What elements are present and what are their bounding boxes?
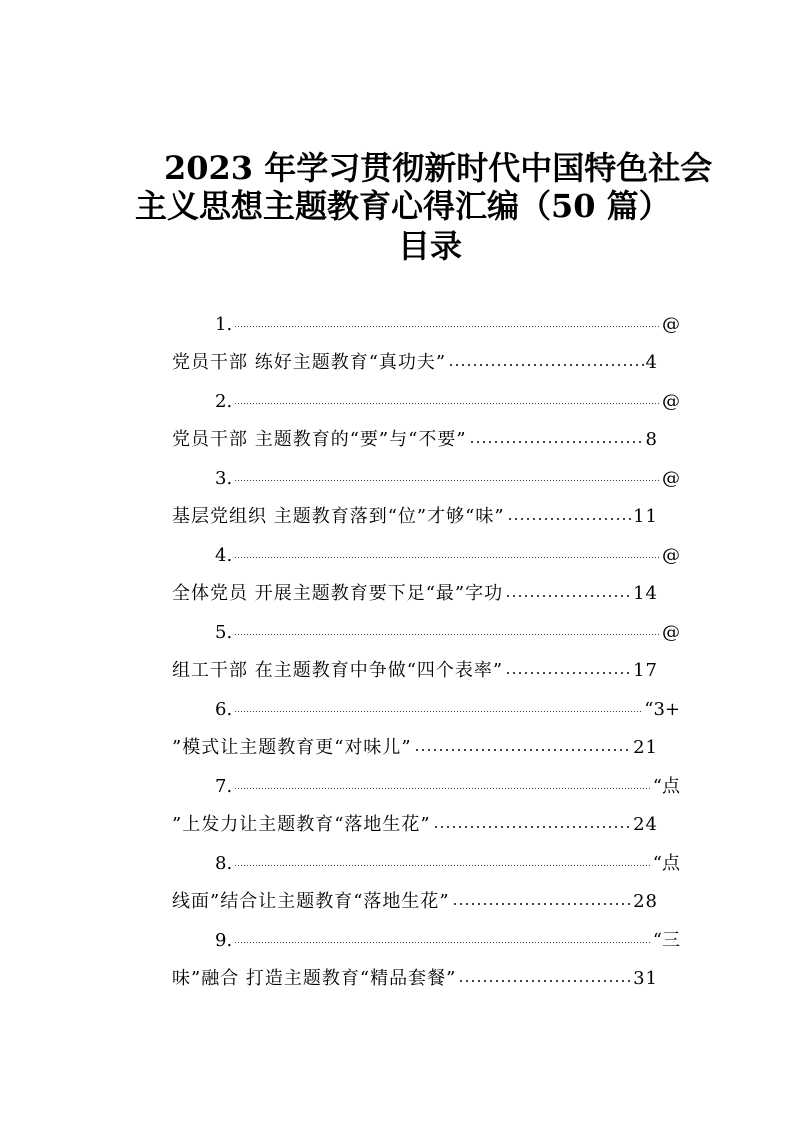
dot-leader bbox=[414, 735, 631, 753]
title-line-2: 主义思想主题教育心得汇编（50 篇） bbox=[135, 187, 671, 225]
toc-entry-number: 5. bbox=[215, 622, 233, 643]
toc-entry-page-number: 8 bbox=[645, 429, 658, 450]
toc-entry-title: 基层党组织 主题教育落到“位”才够“味” bbox=[172, 506, 505, 527]
toc-entry-title-row[interactable] bbox=[172, 581, 658, 607]
toc-entry-title-row[interactable] bbox=[172, 735, 658, 761]
toc-entry-number-row[interactable] bbox=[215, 389, 680, 415]
dot-leader bbox=[234, 389, 660, 407]
dot-leader bbox=[234, 774, 651, 792]
dot-leader bbox=[234, 466, 660, 484]
dot-leader bbox=[458, 966, 631, 984]
toc-entry-number: 9. bbox=[215, 930, 233, 951]
title-line-1: 2023 年学习贯彻新时代中国特色社会 bbox=[164, 149, 713, 187]
toc-entry-title-row[interactable] bbox=[172, 812, 658, 838]
toc-entry-number: 8. bbox=[215, 853, 233, 874]
toc-entry-number-row[interactable] bbox=[215, 312, 680, 338]
toc-entry-title: 全体党员 开展主题教育要下足“最”字功 bbox=[172, 583, 504, 604]
dot-leader bbox=[234, 697, 642, 715]
toc-entry-page-number: 24 bbox=[633, 814, 658, 835]
dot-leader bbox=[505, 581, 631, 599]
dot-leader bbox=[234, 851, 651, 869]
toc-entry-page-number: 31 bbox=[633, 968, 658, 989]
toc-entry-title-row[interactable] bbox=[172, 350, 658, 376]
dot-leader bbox=[448, 350, 643, 368]
toc-entry-title: 组工干部 在主题教育中争做“四个表率” bbox=[172, 660, 504, 681]
dot-leader bbox=[234, 620, 660, 638]
toc-entry-number-row[interactable] bbox=[215, 620, 680, 646]
dot-leader bbox=[507, 504, 632, 522]
toc-heading: 目录 bbox=[398, 227, 463, 265]
toc-entry-marker: @ bbox=[662, 622, 680, 643]
toc-entry-page-number: 17 bbox=[633, 660, 658, 681]
toc-entry-marker: “三 bbox=[652, 930, 680, 951]
toc-entry-title: 线面”结合让主题教育“落地生花” bbox=[172, 891, 450, 912]
toc-entry-page-number: 11 bbox=[633, 506, 658, 527]
dot-leader bbox=[469, 427, 644, 445]
toc-entry-page-number: 21 bbox=[633, 737, 658, 758]
toc-entry-page-number: 14 bbox=[633, 583, 658, 604]
toc-entry-page-number: 4 bbox=[645, 352, 658, 373]
dot-leader bbox=[234, 928, 651, 946]
toc-entry-title: 味”融合 打造主题教育“精品套餐” bbox=[172, 968, 457, 989]
toc-entry-title-row[interactable] bbox=[172, 658, 658, 684]
toc-entry-marker: “3+ bbox=[644, 699, 680, 720]
toc-entry-marker: @ bbox=[662, 391, 680, 412]
toc-entry-title: 党员干部 练好主题教育“真功夫” bbox=[172, 352, 447, 373]
toc-entry-number: 3. bbox=[215, 468, 233, 489]
toc-entry-number-row[interactable] bbox=[215, 697, 680, 723]
toc-entry-number: 7. bbox=[215, 776, 233, 797]
dot-leader bbox=[452, 889, 631, 907]
toc-entry-number: 6. bbox=[215, 699, 233, 720]
toc-entry-title-row[interactable] bbox=[172, 504, 658, 530]
dot-leader bbox=[433, 812, 631, 830]
toc-entry-number-row[interactable] bbox=[215, 928, 680, 954]
toc-entry-title: 党员干部 主题教育的“要”与“不要” bbox=[172, 429, 467, 450]
dot-leader bbox=[234, 312, 660, 330]
toc-entry-number: 2. bbox=[215, 391, 233, 412]
toc-entry-number-row[interactable] bbox=[215, 851, 680, 877]
toc-entry-title: ”上发力让主题教育“落地生花” bbox=[172, 814, 431, 835]
toc-entry-number-row[interactable] bbox=[215, 466, 680, 492]
toc-entry-title-row[interactable] bbox=[172, 889, 658, 915]
toc-entry-number: 4. bbox=[215, 545, 233, 566]
toc-entry-marker: @ bbox=[662, 545, 680, 566]
toc-entry-marker: “点 bbox=[652, 776, 680, 797]
dot-leader bbox=[505, 658, 631, 676]
dot-leader bbox=[234, 543, 660, 561]
toc-entry-marker: “点 bbox=[652, 853, 680, 874]
toc-entry-title-row[interactable] bbox=[172, 427, 658, 453]
toc-entry-marker: @ bbox=[662, 468, 680, 489]
toc-entry-number: 1. bbox=[215, 314, 233, 335]
toc-entry-number-row[interactable] bbox=[215, 543, 680, 569]
toc-entry-page-number: 28 bbox=[633, 891, 658, 912]
toc-entry-marker: @ bbox=[662, 314, 680, 335]
toc-entry-title-row[interactable] bbox=[172, 966, 658, 992]
toc-entry-number-row[interactable] bbox=[215, 774, 680, 800]
toc-entry-title: ”模式让主题教育更“对味儿” bbox=[172, 737, 412, 758]
